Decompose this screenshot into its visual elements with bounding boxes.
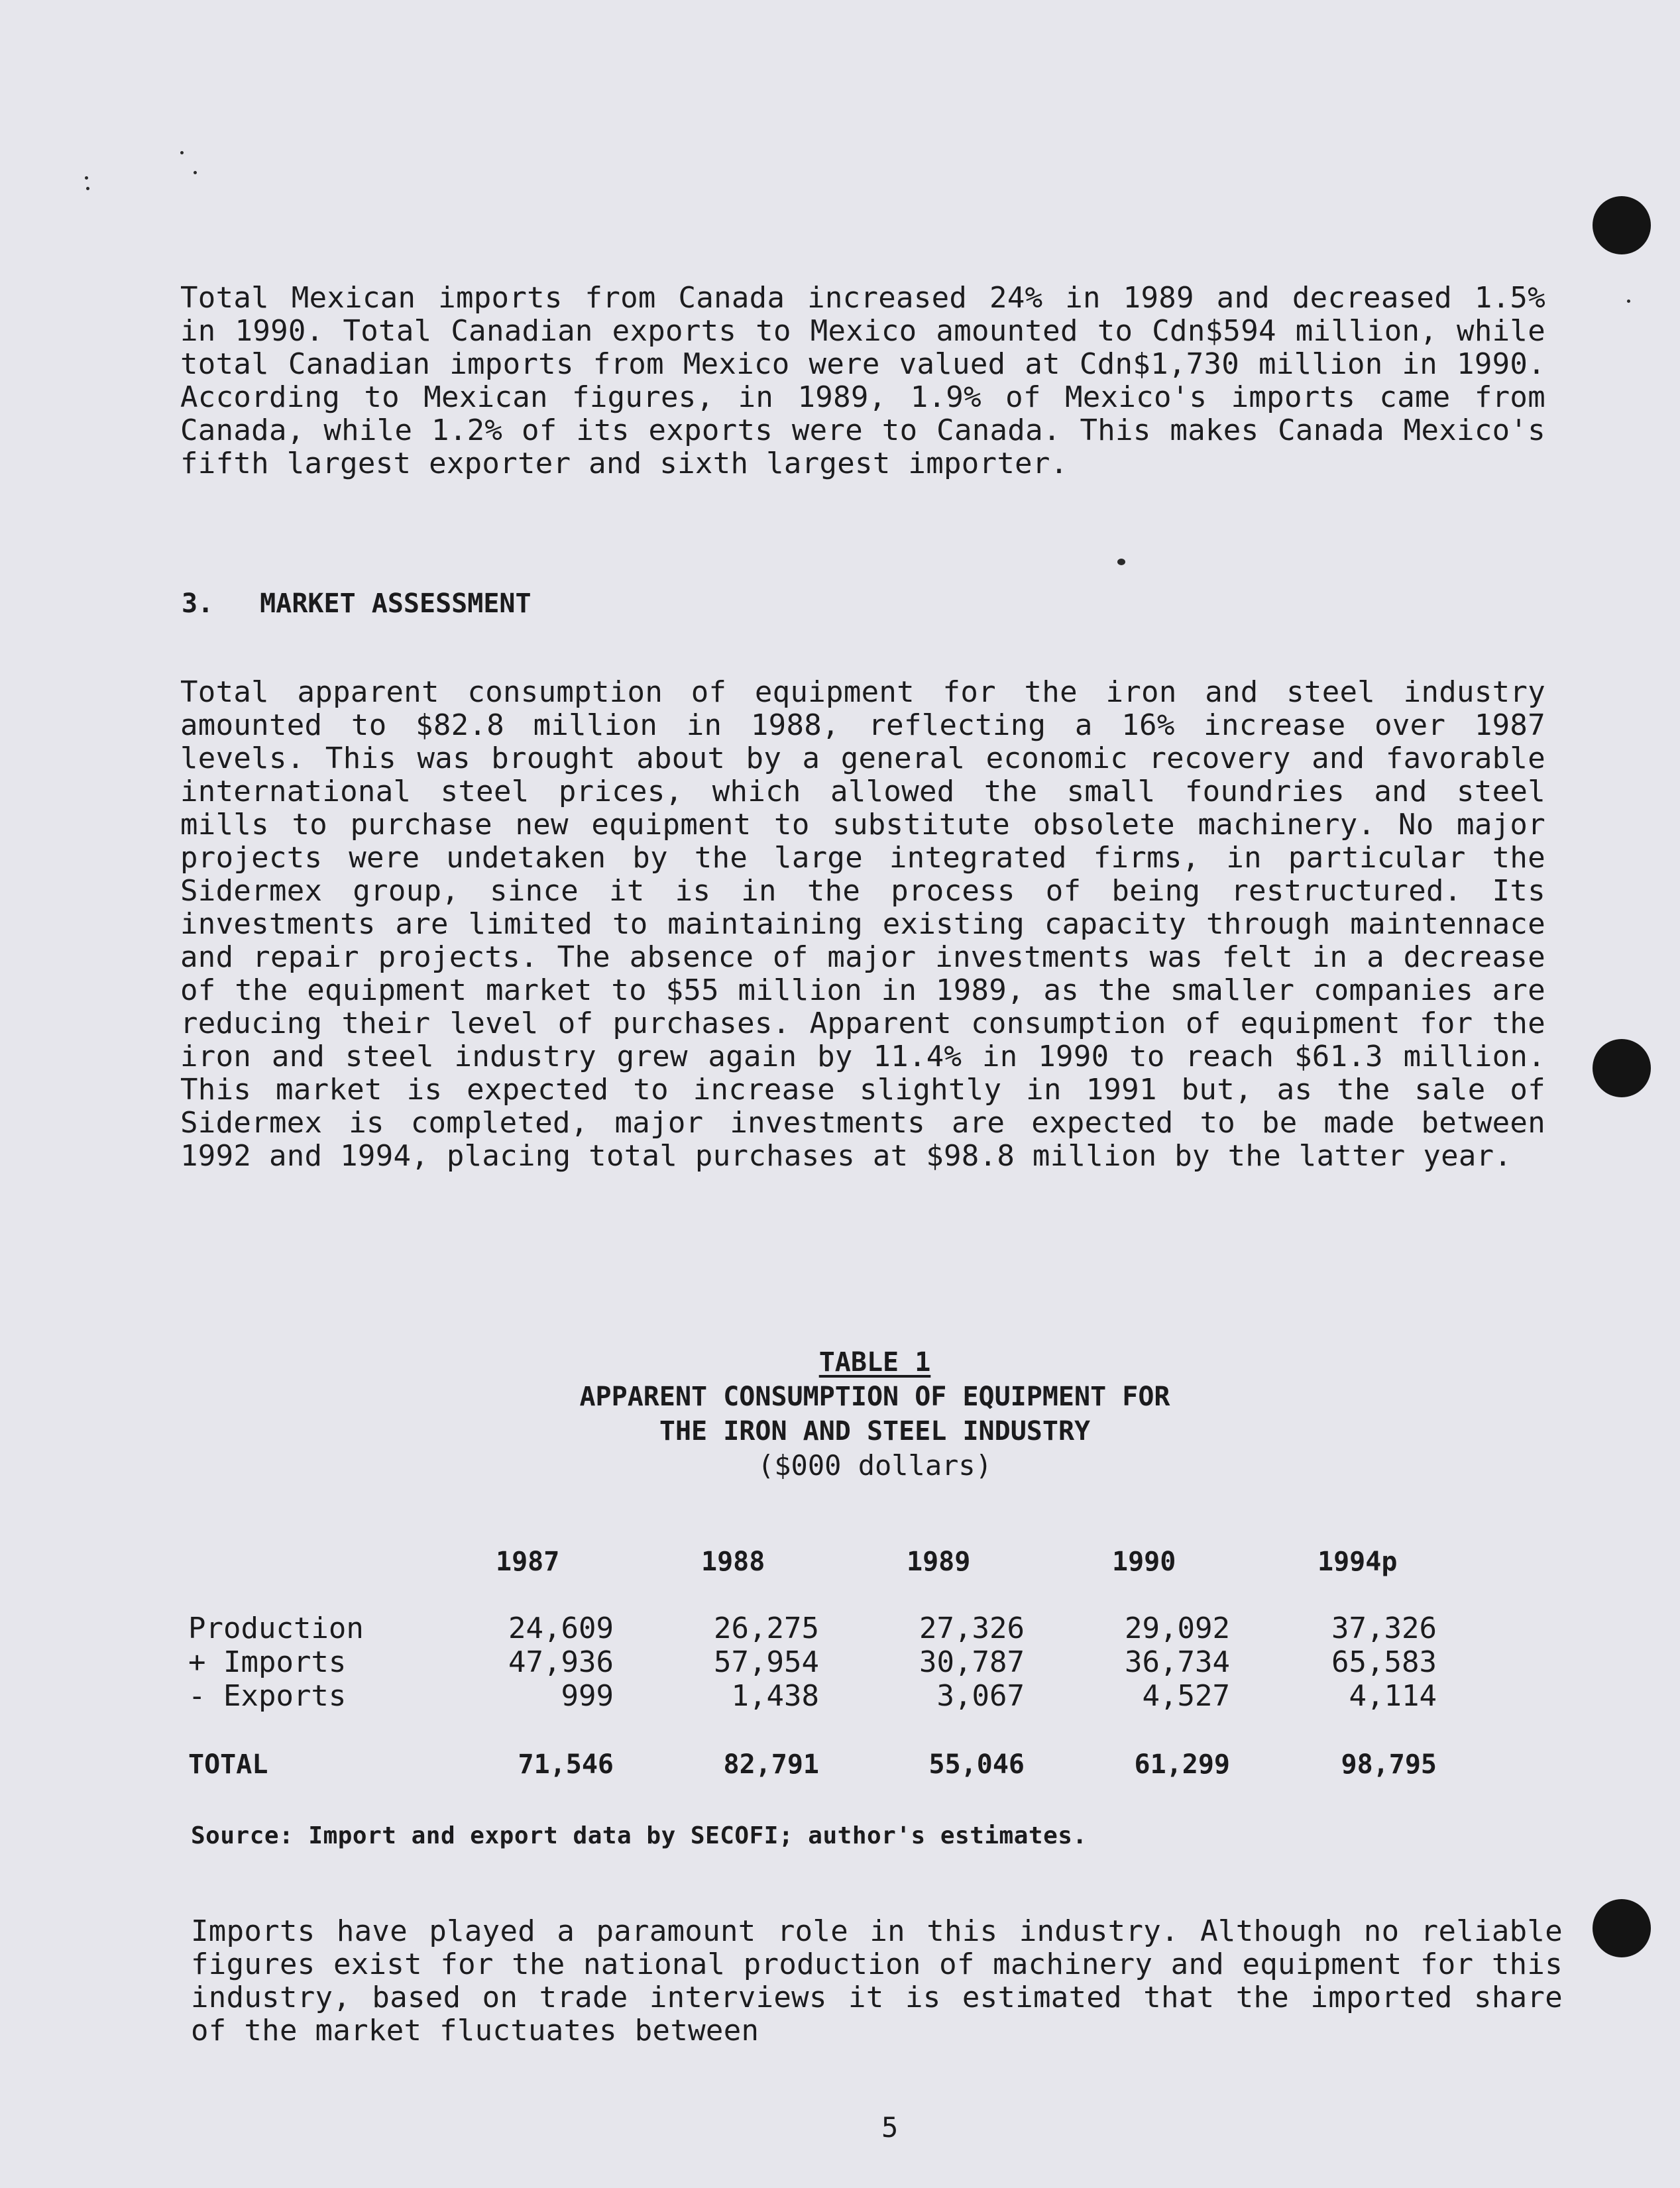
- table-source-note: Source: Import and export data by SECOFI; author's estimates.: [191, 1822, 1088, 1849]
- table-title-line-1: APPARENT CONSUMPTION OF EQUIPMENT FOR: [579, 1382, 1170, 1412]
- total-cell: 61,299: [1134, 1749, 1230, 1780]
- table-caption: [0, 1345, 1680, 1483]
- scan-speck: [1627, 300, 1630, 303]
- table-cell: 65,583: [1331, 1645, 1437, 1679]
- table-row: [188, 1679, 1450, 1713]
- binder-hole: [1593, 1039, 1651, 1097]
- section-heading: [182, 588, 532, 619]
- scan-speck: [194, 171, 197, 174]
- table-cell: 3,067: [936, 1679, 1025, 1713]
- column-header: 1994p: [1317, 1547, 1398, 1577]
- total-cell: 82,791: [723, 1749, 819, 1780]
- imports-paragraph: Imports have played a paramount role in this industry. Although no reliable figures exist for the national production of machinery and equipment for this industry, based on trade interviews it is estimated that the imported share of the market fluctuates between: [191, 1914, 1563, 2048]
- total-cell: 71,546: [518, 1749, 614, 1780]
- intro-paragraph: Total Mexican imports from Canada increased 24% in 1989 and decreased 1.5% in 1990. Total Canadian exports to Mexico amounted to Cdn$594 million, while total Canadian imports from Mexico were valued at Cdn$1,730 million in 1990. According to Mexican figures, in 1989, 1.9% of Mexico's imports came from Canada, while 1.2% of its exports were to Canada. This makes Canada Mexico's fifth largest exporter and sixth largest importer.: [180, 281, 1545, 480]
- row-label: Production: [188, 1612, 364, 1645]
- table-cell: 30,787: [919, 1645, 1025, 1679]
- header-blank: [188, 1537, 496, 1577]
- scan-speck: [180, 151, 184, 154]
- table-cell: 36,734: [1125, 1645, 1230, 1679]
- table-cell: 4,527: [1142, 1679, 1230, 1713]
- table-cell: 47,936: [508, 1645, 614, 1679]
- total-label: TOTAL: [188, 1749, 268, 1780]
- consumption-table: [188, 1537, 1450, 1780]
- table-cell: 999: [561, 1679, 614, 1713]
- section-title: MARKET ASSESSMENT: [260, 588, 532, 619]
- table-cell: 29,092: [1125, 1612, 1230, 1645]
- table-total-row: [188, 1746, 1450, 1780]
- column-header: 1987: [496, 1547, 560, 1577]
- table-number: TABLE 1: [818, 1347, 931, 1378]
- market-paragraph: Total apparent consumption of equipment for the iron and steel industry amounted to $82.8 million in 1988, reflecting a 16% increase over 1987 levels. This was brought about by a general economic recovery and favorable international steel prices, which allowed the small foundries and steel mills to purchase new equipment to substitute obsolete machinery. No major projects were undetaken by the large integrated firms, in particular the Sidermex group, since it is in the process of being restructured. Its investments are limited to maintaining existing capacity through maintennace and repair projects. The absence of major investments was felt in a decrease of the equipment market to $55 million in 1989, as the smaller companies are reducing their level of purchases. Apparent consumption of equipment for the iron and steel industry grew again by 11.4% in 1990 to reach $61.3 million. This market is expected to increase slightly in 1991 but, as the sale of Sidermex is completed, major investments are expected to be made between 1992 and 1994, placing total purchases at $98.8 million by the latter year.: [180, 675, 1545, 1173]
- section-number: 3.: [182, 588, 214, 619]
- table-cell: 4,114: [1349, 1679, 1437, 1713]
- table-row: [188, 1645, 1450, 1679]
- table-unit: ($000 dollars): [757, 1449, 992, 1482]
- table-row: [188, 1612, 1450, 1645]
- total-cell: 55,046: [928, 1749, 1025, 1780]
- table-cell: 1,438: [731, 1679, 819, 1713]
- binder-hole: [1593, 1899, 1651, 1957]
- scan-speck: [85, 176, 88, 180]
- total-cell: 98,795: [1341, 1749, 1437, 1780]
- table-cell: 26,275: [714, 1612, 819, 1645]
- row-label: - Exports: [188, 1679, 347, 1713]
- row-label: + Imports: [188, 1645, 347, 1679]
- column-header: 1988: [701, 1547, 765, 1577]
- binder-hole: [1593, 196, 1651, 254]
- scan-speck: [86, 187, 89, 190]
- scan-speck: [1117, 559, 1125, 565]
- table-cell: 57,954: [714, 1645, 819, 1679]
- column-header: 1990: [1112, 1547, 1176, 1577]
- table-title-line-2: THE IRON AND STEEL INDUSTRY: [659, 1416, 1091, 1447]
- column-header: 1989: [907, 1547, 971, 1577]
- table-cell: 37,326: [1331, 1612, 1437, 1645]
- page-number: 5: [881, 2111, 899, 2144]
- table-header-row: [188, 1537, 1450, 1577]
- table-cell: 24,609: [508, 1612, 614, 1645]
- table-cell: 27,326: [919, 1612, 1025, 1645]
